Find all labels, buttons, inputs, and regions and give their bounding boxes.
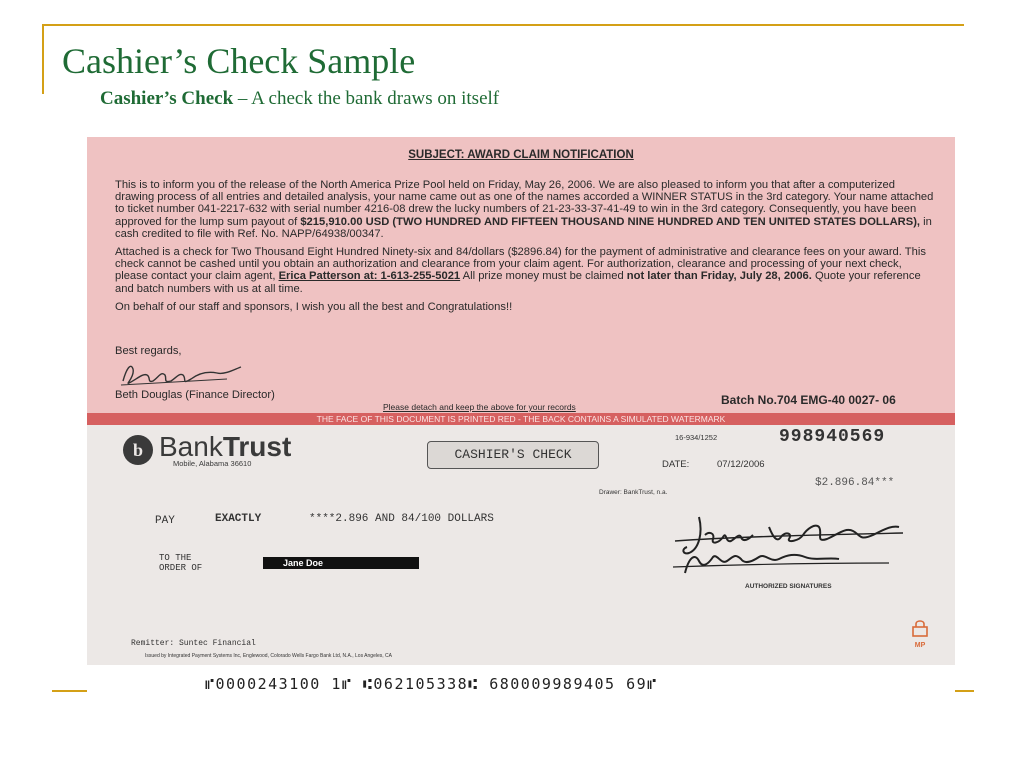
batch-number: Batch No.704 EMG-40 0027- 06	[721, 393, 896, 407]
notice-p2-claim: All prize money must be claimed	[460, 270, 627, 283]
authorized-signatures-icon	[669, 513, 909, 585]
notice-body	[115, 179, 937, 319]
award-notice	[87, 137, 955, 413]
notice-p1-ref: in cash credited to file with Ref. No. NAPP/64938/00347.	[115, 215, 932, 240]
notice-subject: SUBJECT: AWARD CLAIM NOTIFICATION	[408, 149, 634, 161]
fractional-routing: 16-934/1252	[675, 433, 718, 442]
notice-p1-text: This is to inform you of the release of the North America Prize Pool held on Friday, May 26, 2006. We are also pleased to inform you that after a computerized drawing process of all entries and detailed analysis, your name came out as one of the names accorded a WINNER STATUS in the 3rd category. Your name attached to ticket number 041-2217-632 with serial number 4216-08 drew the lucky numbers of 21-23-33-37-41-49 to win in the 3rd category. Consequently, you have been approved for the lump sum payout of	[115, 179, 934, 228]
slide-subtitle	[100, 88, 499, 110]
cashiers-check	[87, 425, 955, 665]
order-of-text: ORDER OF	[159, 563, 203, 573]
payee-name: Jane Doe	[263, 557, 419, 569]
pay-label: PAY	[155, 515, 175, 527]
claim-agent-contact: Erica Patterson at: 1-613-255-5021	[278, 270, 461, 283]
slide-title: Cashier’s Check Sample	[62, 41, 416, 81]
frame-top-line	[42, 24, 964, 26]
check-number: 998940569	[779, 427, 886, 447]
micr-strip	[87, 665, 955, 709]
notice-p2-deadline: not later than Friday, July 28, 2006.	[626, 270, 812, 283]
issuer-line: Issued by Integrated Payment Systems Inc, Englewood, Colorado Wells Fargo Bank Ltd, N.A., Los Angeles, CA	[145, 653, 392, 659]
bank-name-part2: Trust	[222, 431, 292, 462]
subtitle-definition: – A check the bank draws on itself	[233, 88, 500, 109]
drawer-line: Drawer: BankTrust, n.a.	[599, 489, 668, 496]
notice-paragraph-3: On behalf of our staff and sponsors, I wish you all the best and Congratulations!!	[115, 300, 513, 313]
subtitle-term: Cashier’s Check	[100, 88, 234, 109]
signer-name: Beth Douglas (Finance Director)	[115, 389, 275, 401]
to-the-order-of-label	[159, 553, 202, 573]
date-label: DATE:	[662, 459, 690, 470]
check-amount: $2.896.84***	[815, 477, 895, 489]
check-type-label: CASHIER'S CHECK	[427, 441, 599, 469]
finance-director-signature	[117, 359, 247, 389]
bank-name-part1: Bank	[159, 431, 223, 462]
frame-left-line	[42, 24, 44, 94]
authorized-signatures-label: AUTHORIZED SIGNATURES	[745, 583, 832, 590]
watermark-warning-band: THE FACE OF THIS DOCUMENT IS PRINTED RED - THE BACK CONTAINS A SIMULATED WATERMARK	[87, 413, 955, 425]
exactly-label: EXACTLY	[215, 513, 262, 525]
mp-mark: MP	[914, 642, 926, 649]
notice-paragraph-1	[115, 179, 937, 240]
detach-note: Please detach and keep the above for your records	[383, 402, 576, 412]
to-the-text: TO THE	[159, 553, 192, 563]
check-date: 07/12/2006	[717, 459, 765, 470]
security-lock-icon	[909, 619, 931, 651]
amount-in-words: ****2.896 AND 84/100 DOLLARS	[309, 513, 494, 525]
remitter: Remitter: Suntec Financial	[131, 639, 256, 648]
notice-p1-amount: $215,910.00 USD (TWO HUNDRED AND FIFTEEN THOUSAND NINE HUNDRED AND TEN UNITED STATES DOLLARS),	[300, 215, 921, 228]
frame-bottom-line-left	[52, 690, 90, 692]
closing-best-regards: Best regards,	[115, 345, 182, 357]
notice-paragraph-2	[115, 246, 937, 295]
banktrust-logo-icon: b	[123, 435, 153, 465]
notice-p2-text: Attached is a check for Two Thousand Eight Hundred Ninety-six and 84/dollars ($2896.84) for the payment of administrative and clearance fees on your award. This check cannot be cashed until you obtain an authorization and clearance from your claim agent. For authorization, clearance and processing of your next check, please contact your claim agent,	[115, 246, 926, 283]
notice-p2-quote: Quote your reference and batch numbers with us at all time.	[115, 270, 921, 295]
frame-bottom-line-right	[952, 690, 974, 692]
bank-address: Mobile, Alabama 36610	[173, 459, 252, 468]
check-document-image	[87, 137, 955, 709]
micr-line: ⑈0000243100 1⑈ ⑆062105338⑆ 680009989405 69⑈	[205, 675, 658, 693]
